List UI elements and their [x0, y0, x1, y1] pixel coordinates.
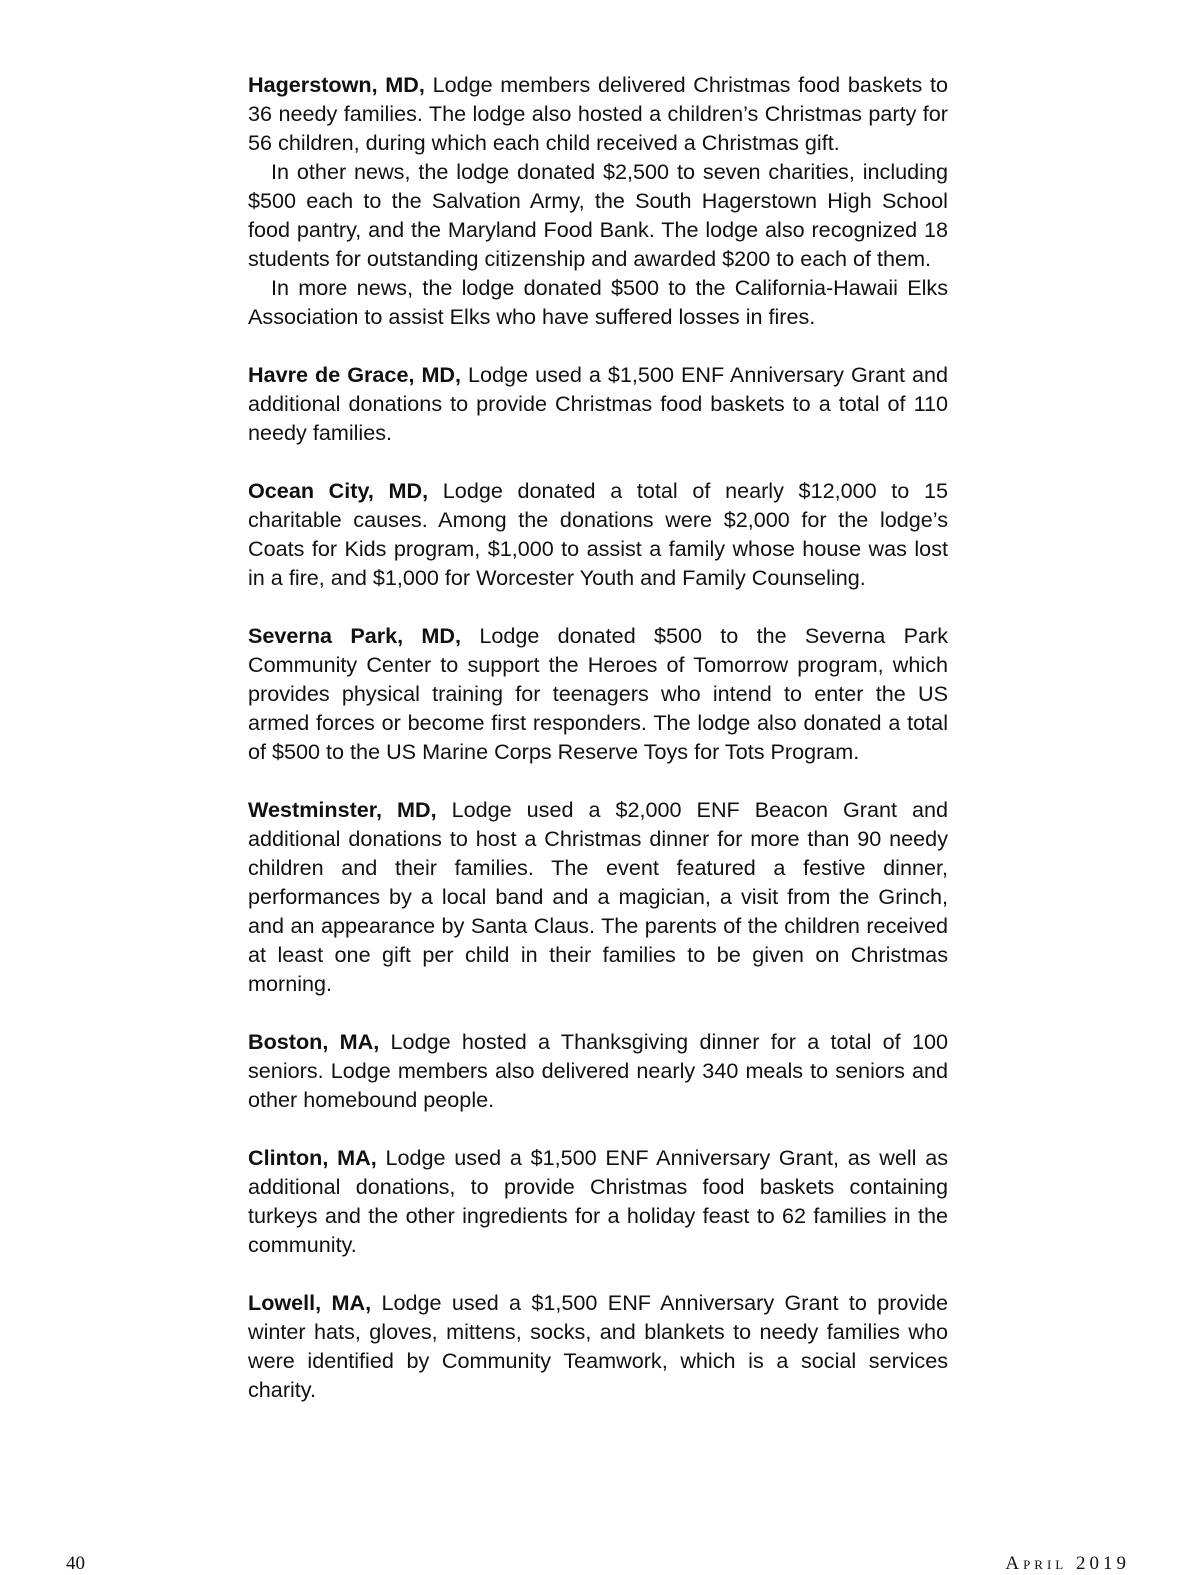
entry-text: Lodge members delivered Christmas food baskets to 36 needy families. The lodge also hosted a children’s Christmas party for 56 children, during which each child received a Christmas gift.	[248, 72, 949, 155]
lodge-place: Clinton, MA,	[248, 1145, 377, 1170]
lodge-entry-hagerstown	[248, 70, 948, 331]
lodge-place: Lowell, MA,	[248, 1290, 372, 1315]
lodge-place: Boston, MA,	[248, 1029, 380, 1054]
lodge-place: Westminster, MD,	[248, 797, 437, 822]
lodge-entry-clinton	[248, 1143, 948, 1259]
entry-text: Lodge donated a total of nearly $12,000 to 15 charitable causes. Among the donations were $2,000 for the lodge’s Coats for Kids program, $1,000 to assist a family whose house was lost in a fire, and $1,000 for Worcester Youth and Family Counseling.	[248, 478, 948, 590]
entry-paragraph	[248, 621, 948, 766]
entry-text: Lodge donated $500 to the Severna Park Community Center to support the Heroes of Tomorrow program, which provides physical training for teenagers who intend to enter the US armed forces or become first responders. The lodge also donated a total of $500 to the US Marine Corps Reserve Toys for Tots Program.	[248, 623, 949, 764]
lodge-entry-lowell	[248, 1288, 948, 1404]
entry-paragraph	[248, 1143, 948, 1259]
entry-paragraph	[248, 360, 948, 447]
entry-paragraph	[248, 476, 948, 592]
lodge-entry-havre-de-grace	[248, 360, 948, 447]
lodge-place: Hagerstown, MD,	[248, 72, 425, 97]
entry-paragraph	[248, 795, 948, 998]
entry-paragraph	[248, 1027, 948, 1114]
lodge-entry-westminster	[248, 795, 948, 998]
entry-paragraph: In more news, the lodge donated $500 to the California-Hawaii Elks Association to assist Elks who have suffered losses in fires.	[248, 275, 948, 329]
entry-paragraph: In other news, the lodge donated $2,500 to seven charities, including $500 each to the Salvation Army, the South Hagerstown High School food pantry, and the Maryland Food Bank. The lodge also recognized 18 students for outstanding citizenship and awarded $200 to each of them.	[248, 159, 948, 271]
entry-paragraph	[248, 1288, 948, 1404]
lodge-entry-severna-park	[248, 621, 948, 766]
entry-text: Lodge used a $1,500 ENF Anniversary Grant, as well as additional donations, to provide Christmas food baskets containing turkeys and the other ingredients for a holiday feast to 62 families in the community.	[248, 1145, 949, 1257]
article-column	[248, 70, 948, 1433]
entry-text: Lodge used a $1,500 ENF Anniversary Grant and additional donations to provide Christmas food baskets to a total of 110 needy families.	[248, 362, 948, 445]
page-number: 40	[66, 1553, 85, 1574]
lodge-entry-boston	[248, 1027, 948, 1114]
entry-text: Lodge used a $2,000 ENF Beacon Grant and additional donations to host a Christmas dinner for more than 90 needy children and their families. The event featured a festive dinner, performances by a local band and a magician, a visit from the Grinch, and an appearance by Santa Claus. The parents of the children received at least one gift per child in their families to be given on Christmas morning.	[248, 797, 949, 996]
lodge-entry-ocean-city	[248, 476, 948, 592]
entry-paragraph	[248, 70, 948, 157]
issue-date: April 2019	[1005, 1553, 1130, 1574]
entry-text: Lodge hosted a Thanksgiving dinner for a total of 100 seniors. Lodge members also delivered nearly 340 meals to seniors and other homebound people.	[248, 1029, 948, 1112]
lodge-place: Ocean City, MD,	[248, 478, 429, 503]
lodge-place: Havre de Grace, MD,	[248, 362, 462, 387]
entry-text: Lodge used a $1,500 ENF Anniversary Grant to provide winter hats, gloves, mittens, socks, and blankets to needy families who were identified by Community Teamwork, which is a social services charity.	[248, 1290, 949, 1402]
lodge-place: Severna Park, MD,	[248, 623, 462, 648]
